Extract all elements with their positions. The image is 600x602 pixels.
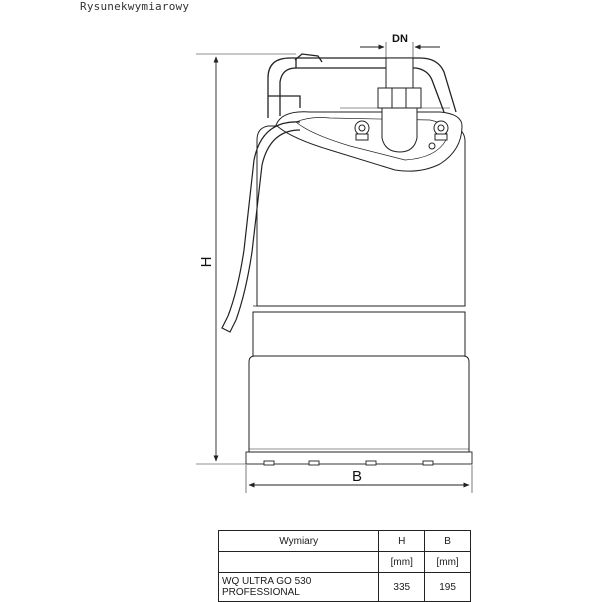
table-row	[219, 573, 471, 602]
dn-label: DN	[392, 33, 408, 45]
table-model-name	[219, 573, 379, 602]
table-value-h: 335	[379, 573, 425, 602]
pump-lower-housing	[249, 356, 469, 452]
width-dimension	[246, 465, 472, 493]
table-unit-h: [mm]	[379, 552, 425, 573]
width-label: B	[351, 468, 363, 485]
table-units-empty	[219, 552, 379, 573]
table-header-label: Wymiary	[219, 531, 379, 552]
dimensions-table	[218, 530, 471, 602]
height-label: H	[198, 256, 215, 268]
table-value-b: 195	[425, 573, 471, 602]
table-header-h: H	[379, 531, 425, 552]
table-header-b: B	[425, 531, 471, 552]
pump-handle	[268, 54, 456, 118]
pump-middle-band	[253, 306, 465, 356]
table-unit-b: [mm]	[425, 552, 471, 573]
pump-base	[246, 452, 472, 465]
table-units-row	[219, 552, 471, 573]
model-name-line2: PROFESSIONAL	[222, 587, 300, 598]
model-name-line1: WQ ULTRA GO 530	[222, 576, 312, 587]
table-header-row	[219, 531, 471, 552]
drawing-heading: Rysunekwymiarowy	[80, 0, 190, 13]
